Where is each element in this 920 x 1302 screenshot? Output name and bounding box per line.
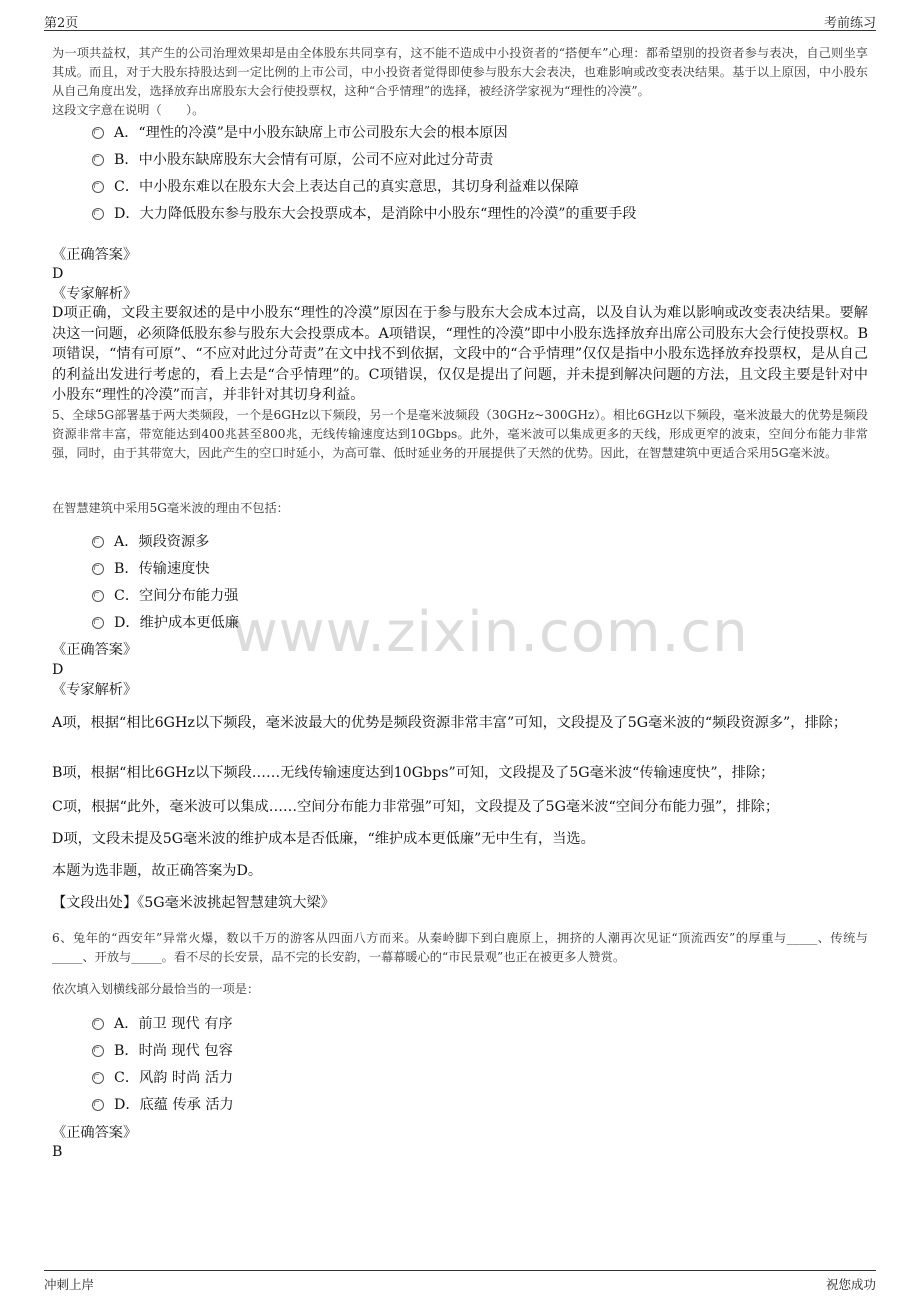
radio-icon[interactable] [92, 1072, 104, 1084]
q5-analysis-label: 《专家解析》 [52, 682, 138, 698]
q6-options [92, 1013, 234, 1121]
radio-icon[interactable] [92, 536, 104, 548]
q4-option-a[interactable]: A．“理性的冷漠”是中小股东缺席上市公司股东大会的根本原因 [92, 122, 636, 149]
q5-option-b[interactable]: B．传输速度快 [92, 558, 239, 585]
page-footer [44, 1270, 876, 1295]
q4-answer-label: 《正确答案》 [52, 247, 138, 263]
q6-answer: B [52, 1144, 63, 1160]
radio-icon[interactable] [92, 1099, 104, 1111]
q5-option-d[interactable]: D．维护成本更低廉 [92, 612, 239, 639]
radio-icon[interactable] [92, 1018, 104, 1030]
radio-icon[interactable] [92, 1045, 104, 1057]
q6-answer-label: 《正确答案》 [52, 1125, 138, 1141]
q5-source: 【文段出处】《5G毫米波挑起智慧建筑大梁》 [52, 895, 335, 911]
q6-question: 依次填入划横线部分最恰当的一项是： [52, 982, 260, 996]
watermark: www.zixin.com.cn [232, 600, 749, 665]
q5-analysis-a: A项，根据“相比6GHz以下频段，毫米波最大的优势是频段资源非常丰富”可知，文段提及了5G毫米波的“频段资源多”，排除； [52, 715, 848, 731]
q4-option-d[interactable]: D．大力降低股东参与股东大会投票成本，是消除中小股东“理性的冷漠”的重要手段 [92, 203, 636, 230]
radio-icon[interactable] [92, 181, 104, 193]
q5-passage: 5、全球5G部署基于两大类频段，一个是6GHz以下频段，另一个是毫米波频段（30GHz~300GHz）。相比6GHz以下频段，毫米波最大的优势是频段资源非常丰富，带宽能达到400兆甚至800兆，无线传输速度达到10Gbps。此外，毫米波可以集成更多的天线，形成更窄的波束，空间分布能力非常强，同时，由于其带宽大，因此产生的空口时延小，为高可靠、低时延业务的开展提供了天然的优势。因此，在智慧建筑中更适合采用5G毫米波。 [52, 408, 868, 460]
q6-option-c[interactable]: C．风韵 时尚 活力 [92, 1067, 234, 1094]
radio-icon[interactable] [92, 154, 104, 166]
q6-passage: 6、兔年的“西安年”异常火爆，数以千万的游客从四面八方而来。从秦岭脚下到白鹿原上，拥挤的人潮再次见证“顶流西安”的厚重与_____、传统与_____、开放与_____。看不尽的长安景，品不完的长安韵，一幕幕暖心的“市民景观”也正在被更多人赞赏。 [52, 931, 868, 964]
q5-analysis-b: B项，根据“相比6GHz以下频段……无线传输速度达到10Gbps”可知，文段提及了5G毫米波“传输速度快”，排除； [52, 765, 775, 781]
q5-analysis-c: C项，根据“此外，毫米波可以集成……空间分布能力非常强”可知，文段提及了5G毫米波“空间分布能力强”，排除； [52, 799, 780, 815]
q4-passage: 为一项共益权，其产生的公司治理效果却是由全体股东共同享有，这不能不造成中小投资者的“搭便车”心理：都希望别的投资者参与表决，自己则坐享其成。而且，对于大股东持股达到一定比例的上市公司，中小投资者觉得即使参与股东大会表决，也难影响或改变表决结果。基于以上原因，中小股东从自己角度出发，选择放弃出席股东大会行使投票权，这种“合乎情理”的选择，被经济学家视为“理性的冷漠”。 [52, 46, 868, 98]
q5-option-a[interactable]: A．频段资源多 [92, 531, 239, 558]
q4-options [92, 122, 636, 230]
radio-icon[interactable] [92, 590, 104, 602]
q4-question: 这段文字意在说明（ ）。 [52, 103, 205, 117]
q4-option-b[interactable]: B．中小股东缺席股东大会情有可原，公司不应对此过分苛责 [92, 149, 636, 176]
q5-question: 在智慧建筑中采用5G毫米波的理由不包括： [52, 501, 289, 515]
q6-option-d[interactable]: D．底蕴 传承 活力 [92, 1094, 234, 1121]
page-number: 第2页 [44, 16, 79, 31]
q5-answer: D [52, 662, 64, 678]
q6-option-b[interactable]: B．时尚 现代 包容 [92, 1040, 234, 1067]
q5-analysis-d: D项，文段未提及5G毫米波的维护成本是否低廉，“维护成本更低廉”无中生有，当选。 [52, 831, 595, 847]
radio-icon[interactable] [92, 208, 104, 220]
page-header [44, 10, 876, 31]
q4-answer: D [52, 266, 64, 282]
q6-option-a[interactable]: A．前卫 现代 有序 [92, 1013, 234, 1040]
q5-options [92, 531, 239, 639]
q5-answer-label: 《正确答案》 [52, 642, 138, 658]
radio-icon[interactable] [92, 617, 104, 629]
footer-right-text: 祝您成功 [825, 1277, 876, 1292]
footer-left-text: 冲刺上岸 [44, 1277, 95, 1292]
q5-option-c[interactable]: C．空间分布能力强 [92, 585, 239, 612]
q4-analysis-label: 《专家解析》 [52, 286, 138, 302]
q5-conclusion: 本题为选非题，故正确答案为D。 [52, 863, 263, 879]
header-title: 考前练习 [823, 16, 876, 31]
q4-option-c[interactable]: C．中小股东难以在股东大会上表达自己的真实意思，其切身利益难以保障 [92, 176, 636, 203]
radio-icon[interactable] [92, 563, 104, 575]
q4-analysis: D项正确，文段主要叙述的是中小股东“理性的冷漠”原因在于参与股东大会成本过高，以及自认为难以影响或改变表决结果。要解决这一问题，必须降低股东参与股东大会投票成本。A项错误，“理性的冷漠”即中小股东选择放弃出席公司股东大会行使投票权。B项错误，“情有可原”、“不应对此过分苛责”在文中找不到依据，文段中的“合乎情理”仅仅是指中小股东选择放弃投票权，是从自己的利益出发进行考虑的，看上去是“合乎情理”的。C项错误，仅仅是提出了问题，并未提到解决问题的方法，且文段主要是针对中小股东“理性的冷漠”而言，并非针对其切身利益。 [52, 305, 868, 404]
radio-icon[interactable] [92, 127, 104, 139]
